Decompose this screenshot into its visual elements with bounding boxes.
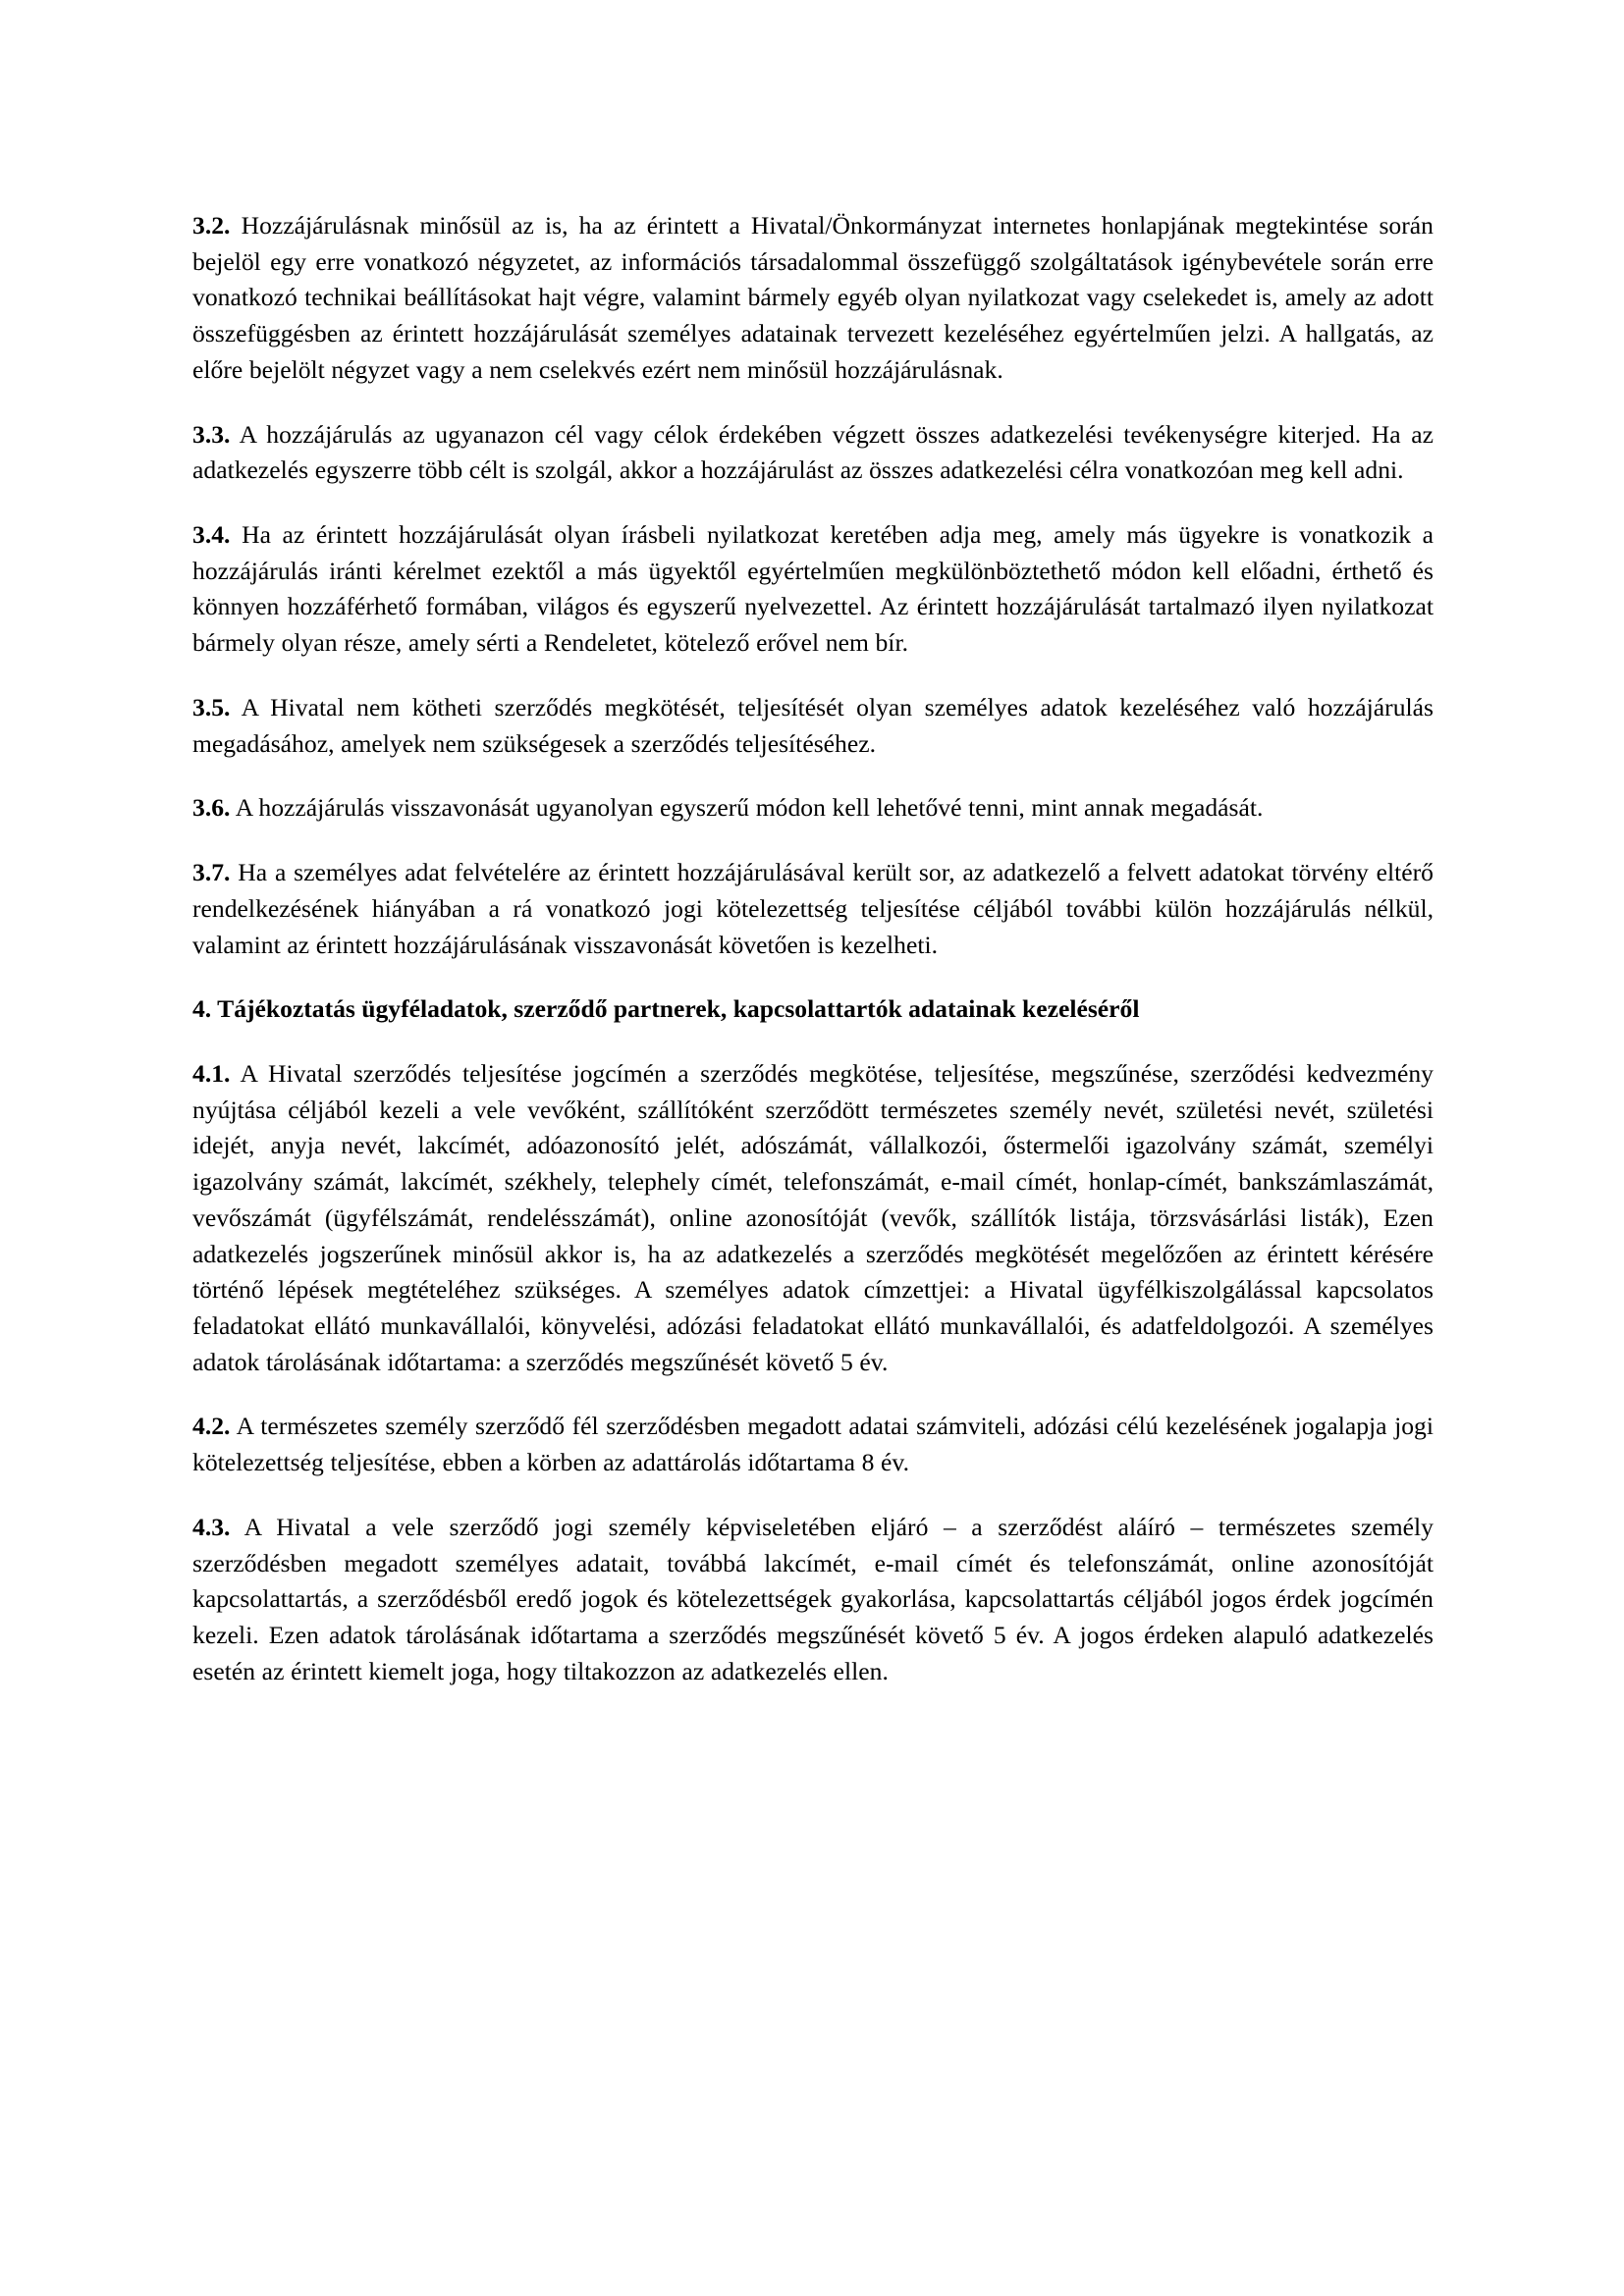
paragraph-3-4 (192, 517, 1434, 662)
paragraph-number-3-4: 3.4. (192, 520, 231, 550)
paragraph-number-3-7: 3.7. (192, 858, 231, 887)
paragraph-text-3-6: A hozzájárulás visszavonását ugyanolyan egyszerű módon kell lehetővé tenni, mint annak megadását. (230, 793, 1264, 823)
paragraph-text-3-2: Hozzájárulásnak minősül az is, ha az érintett a Hivatal/Önkormányzat internetes honlapjának megtekintése során bejelöl egy erre vonatkozó négyzetet, az információs társadalommal összefüggő szolgáltatások igénybevétele során erre vonatkozó technikai beállításokat hajt végre, valamint bármely egyéb olyan nyilatkozat vagy cselekedet is, amely az adott összefüggésben az érintett hozzájárulását személyes adatainak tervezett kezeléséhez egyértelműen jelzi. A hallgatás, az előre bejelölt négyzet vagy a nem cselekvés ezért nem minősül hozzájárulásnak. (192, 211, 1434, 384)
paragraph-3-5 (192, 690, 1434, 762)
paragraph-text-4-3: A Hivatal a vele szerződő jogi személy képviseletében eljáró – a szerződést aláíró – természetes személy szerződésben megadott személyes adatait, továbbá lakcímét, e-mail címét és telefonszámát, online azonosítóját kapcsolattartás, a szerződésből eredő jogok és kötelezettségek gyakorlása, kapcsolattartás céljából jogos érdek jogcímén kezeli. Ezen adatok tárolásának időtartama a szerződés megszűnését követő 5 év. A jogos érdeken alapuló adatkezelés esetén az érintett kiemelt joga, hogy tiltakozzon az adatkezelés ellen. (192, 1512, 1434, 1685)
document-body (192, 208, 1434, 1689)
paragraph-text-3-7: Ha a személyes adat felvételére az érintett hozzájárulásával került sor, az adatkezelő a felvett adatokat törvény eltérő rendelkezésének hiányában a rá vonatkozó jogi kötelezettség teljesítése céljából további külön hozzájárulás nélkül, valamint az érintett hozzájárulásának visszavonását követően is kezelheti. (192, 858, 1434, 959)
paragraph-number-3-6: 3.6. (192, 793, 231, 823)
paragraph-number-4-1: 4.1. (192, 1058, 231, 1088)
paragraph-4-1 (192, 1056, 1434, 1380)
paragraph-number-3-2: 3.2. (192, 211, 231, 240)
paragraph-text-4-2: A természetes személy szerződő fél szerződésben megadott adatai számviteli, adózási célú kezelésének jogalapja jogi kötelezettség teljesítése, ebben a körben az adattárolás időtartama 8 év. (192, 1412, 1434, 1477)
section-heading-4: 4. Tájékoztatás ügyféladatok, szerződő partnerek, kapcsolattartók adatainak kezeléséről (192, 994, 1140, 1024)
paragraph-3-6 (192, 790, 1434, 827)
paragraph-text-3-5: A Hivatal nem kötheti szerződés megkötését, teljesítését olyan személyes adatok kezeléséhez való hozzájárulás megadásához, amelyek nem szükségesek a szerződés teljesítéséhez. (192, 692, 1434, 758)
paragraph-4-2 (192, 1409, 1434, 1480)
paragraph-number-4-2: 4.2. (192, 1412, 231, 1441)
paragraph-4-3 (192, 1510, 1434, 1690)
paragraph-number-3-3: 3.3. (192, 419, 231, 449)
paragraph-text-4-1: A Hivatal szerződés teljesítése jogcímén a szerződés megkötése, teljesítése, megszűnése, szerződési kedvezmény nyújtása céljából kezeli a vele vevőként, szállítóként szerződött természetes személy nevét, születési nevét, születési idejét, anyja nevét, lakcímét, adóazonosító jelét, adószámát, vállalkozói, őstermelői igazolvány számát, személyi igazolvány számát, lakcímét, székhely, telephely címét, telefonszámát, e-mail címét, honlap-címét, bankszámlaszámát, vevőszámát (ügyfélszámát, rendelésszámát), online azonosítóját (vevők, szállítók listája, törzsvásárlási listák), Ezen adatkezelés jogszerűnek minősül akkor is, ha az adatkezelés a szerződés megkötését megelőzően az érintett kérésére történő lépések megtételéhez szükséges. A személyes adatok címzettjei: a Hivatal ügyfélkiszolgálással kapcsolatos feladatokat ellátó munkavállalói, könyvelési, adózási feladatokat ellátó munkavállalói, és adatfeldolgozói. A személyes adatok tárolásának időtartama: a szerződés megszűnését követő 5 év. (192, 1058, 1434, 1376)
paragraph-3-7 (192, 855, 1434, 963)
paragraph-number-4-3: 4.3. (192, 1512, 231, 1541)
paragraph-3-2 (192, 208, 1434, 389)
paragraph-text-3-3: A hozzájárulás az ugyanazon cél vagy célok érdekében végzett összes adatkezelési tevékenységre kiterjed. Ha az adatkezelés egyszerre több célt is szolgál, akkor a hozzájárulást az összes adatkezelési célra vonatkozóan meg kell adni. (192, 419, 1434, 485)
paragraph-number-3-5: 3.5. (192, 692, 231, 721)
paragraph-3-3 (192, 417, 1434, 489)
paragraph-text-3-4: Ha az érintett hozzájárulását olyan írásbeli nyilatkozat keretében adja meg, amely más ügyekre is vonatkozik a hozzájárulás iránti kérelmet ezektől a más ügyektől egyértelműen megkülönböztethető módon kell előadni, érthető és könnyen hozzáférhető formában, világos és egyszerű nyelvezettel. Az érintett hozzájárulását tartalmazó ilyen nyilatkozat bármely olyan része, amely sérti a Rendeletet, kötelező erővel nem bír. (192, 520, 1434, 658)
